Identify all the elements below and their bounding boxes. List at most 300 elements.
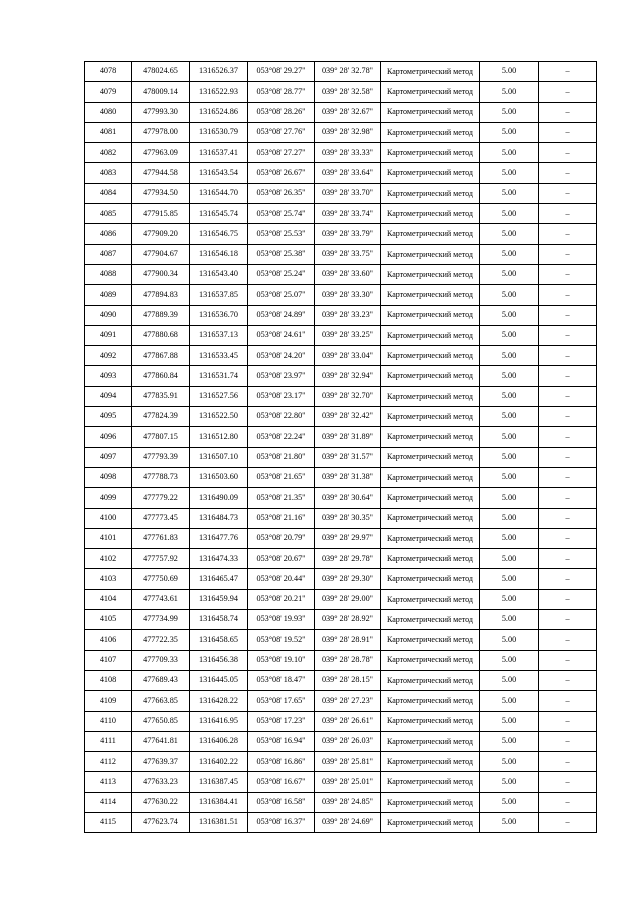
y-coordinate-cell: 1316524.86 [190,102,248,122]
latitude-cell: 053°08' 17.23" [248,711,315,731]
point-number-cell: 4100 [85,508,132,528]
point-number-cell: 4081 [85,122,132,142]
x-coordinate-cell: 477894.83 [132,285,190,305]
longitude-cell: 039° 28' 33.04" [315,346,381,366]
latitude-cell: 053°08' 23.17" [248,386,315,406]
latitude-cell: 053°08' 27.27" [248,143,315,163]
method-cell: Картометрический метод [381,386,480,406]
point-number-cell: 4084 [85,183,132,203]
accuracy-cell: 5.00 [480,122,539,142]
method-cell: Картометрический метод [381,82,480,102]
longitude-cell: 039° 28' 32.67" [315,102,381,122]
note-cell: – [539,143,597,163]
note-cell: – [539,163,597,183]
x-coordinate-cell: 477889.39 [132,305,190,325]
table-row [85,264,597,284]
point-number-cell: 4089 [85,285,132,305]
longitude-cell: 039° 28' 24.85" [315,792,381,812]
accuracy-cell: 5.00 [480,407,539,427]
y-coordinate-cell: 1316402.22 [190,752,248,772]
latitude-cell: 053°08' 16.37" [248,812,315,832]
accuracy-cell: 5.00 [480,691,539,711]
y-coordinate-cell: 1316537.41 [190,143,248,163]
note-cell: – [539,508,597,528]
latitude-cell: 053°08' 21.35" [248,488,315,508]
accuracy-cell: 5.00 [480,569,539,589]
longitude-cell: 039° 28' 33.33" [315,143,381,163]
x-coordinate-cell: 477909.20 [132,224,190,244]
x-coordinate-cell: 477641.81 [132,731,190,751]
y-coordinate-cell: 1316381.51 [190,812,248,832]
table-row [85,447,597,467]
accuracy-cell: 5.00 [480,244,539,264]
point-number-cell: 4079 [85,82,132,102]
x-coordinate-cell: 477944.58 [132,163,190,183]
longitude-cell: 039° 28' 25.81" [315,752,381,772]
table-row [85,163,597,183]
accuracy-cell: 5.00 [480,305,539,325]
note-cell: – [539,102,597,122]
method-cell: Картометрический метод [381,325,480,345]
table-row [85,488,597,508]
x-coordinate-cell: 477630.22 [132,792,190,812]
note-cell: – [539,264,597,284]
latitude-cell: 053°08' 17.65" [248,691,315,711]
longitude-cell: 039° 28' 29.78" [315,549,381,569]
accuracy-cell: 5.00 [480,427,539,447]
table-row [85,366,597,386]
table-body [85,62,597,833]
method-cell: Картометрический метод [381,731,480,751]
y-coordinate-cell: 1316456.38 [190,650,248,670]
longitude-cell: 039° 28' 33.60" [315,264,381,284]
latitude-cell: 053°08' 22.80" [248,407,315,427]
note-cell: – [539,62,597,82]
latitude-cell: 053°08' 21.65" [248,467,315,487]
longitude-cell: 039° 28' 33.25" [315,325,381,345]
point-number-cell: 4086 [85,224,132,244]
note-cell: – [539,630,597,650]
y-coordinate-cell: 1316546.18 [190,244,248,264]
x-coordinate-cell: 477860.84 [132,366,190,386]
x-coordinate-cell: 477750.69 [132,569,190,589]
y-coordinate-cell: 1316543.54 [190,163,248,183]
latitude-cell: 053°08' 20.21" [248,589,315,609]
point-number-cell: 4098 [85,467,132,487]
y-coordinate-cell: 1316522.50 [190,407,248,427]
accuracy-cell: 5.00 [480,508,539,528]
y-coordinate-cell: 1316544.70 [190,183,248,203]
note-cell: – [539,528,597,548]
method-cell: Картометрический метод [381,366,480,386]
longitude-cell: 039° 28' 32.58" [315,82,381,102]
latitude-cell: 053°08' 20.44" [248,569,315,589]
accuracy-cell: 5.00 [480,285,539,305]
y-coordinate-cell: 1316387.45 [190,772,248,792]
point-number-cell: 4087 [85,244,132,264]
x-coordinate-cell: 477709.33 [132,650,190,670]
latitude-cell: 053°08' 26.35" [248,183,315,203]
accuracy-cell: 5.00 [480,386,539,406]
accuracy-cell: 5.00 [480,143,539,163]
longitude-cell: 039° 28' 28.78" [315,650,381,670]
accuracy-cell: 5.00 [480,346,539,366]
accuracy-cell: 5.00 [480,589,539,609]
table-row [85,143,597,163]
point-number-cell: 4095 [85,407,132,427]
method-cell: Картометрический метод [381,224,480,244]
latitude-cell: 053°08' 25.07" [248,285,315,305]
accuracy-cell: 5.00 [480,447,539,467]
longitude-cell: 039° 28' 28.91" [315,630,381,650]
y-coordinate-cell: 1316474.33 [190,549,248,569]
y-coordinate-cell: 1316384.41 [190,792,248,812]
method-cell: Картометрический метод [381,183,480,203]
note-cell: – [539,812,597,832]
method-cell: Картометрический метод [381,427,480,447]
note-cell: – [539,589,597,609]
longitude-cell: 039° 28' 31.57" [315,447,381,467]
y-coordinate-cell: 1316530.79 [190,122,248,142]
longitude-cell: 039° 28' 32.78" [315,62,381,82]
table-row [85,224,597,244]
point-number-cell: 4088 [85,264,132,284]
x-coordinate-cell: 477835.91 [132,386,190,406]
table-row [85,122,597,142]
x-coordinate-cell: 477963.09 [132,143,190,163]
note-cell: – [539,204,597,224]
point-number-cell: 4111 [85,731,132,751]
table-row [85,508,597,528]
point-number-cell: 4082 [85,143,132,163]
latitude-cell: 053°08' 25.24" [248,264,315,284]
accuracy-cell: 5.00 [480,610,539,630]
method-cell: Картометрический метод [381,711,480,731]
method-cell: Картометрический метод [381,467,480,487]
y-coordinate-cell: 1316522.93 [190,82,248,102]
point-number-cell: 4097 [85,447,132,467]
table-row [85,346,597,366]
x-coordinate-cell: 477880.68 [132,325,190,345]
point-number-cell: 4083 [85,163,132,183]
longitude-cell: 039° 28' 32.42" [315,407,381,427]
latitude-cell: 053°08' 21.16" [248,508,315,528]
method-cell: Картометрический метод [381,305,480,325]
table-row [85,812,597,832]
y-coordinate-cell: 1316537.85 [190,285,248,305]
latitude-cell: 053°08' 16.58" [248,792,315,812]
x-coordinate-cell: 477993.30 [132,102,190,122]
method-cell: Картометрический метод [381,549,480,569]
table-row [85,610,597,630]
table-row [85,305,597,325]
note-cell: – [539,386,597,406]
y-coordinate-cell: 1316484.73 [190,508,248,528]
table-row [85,792,597,812]
y-coordinate-cell: 1316406.28 [190,731,248,751]
longitude-cell: 039° 28' 27.23" [315,691,381,711]
latitude-cell: 053°08' 28.77" [248,82,315,102]
latitude-cell: 053°08' 19.93" [248,610,315,630]
method-cell: Картометрический метод [381,630,480,650]
table-row [85,386,597,406]
point-number-cell: 4109 [85,691,132,711]
method-cell: Картометрический метод [381,204,480,224]
point-number-cell: 4105 [85,610,132,630]
longitude-cell: 039° 28' 29.97" [315,528,381,548]
y-coordinate-cell: 1316477.76 [190,528,248,548]
point-number-cell: 4104 [85,589,132,609]
y-coordinate-cell: 1316416.95 [190,711,248,731]
point-number-cell: 4107 [85,650,132,670]
table-row [85,650,597,670]
accuracy-cell: 5.00 [480,62,539,82]
note-cell: – [539,224,597,244]
method-cell: Картометрический метод [381,772,480,792]
latitude-cell: 053°08' 25.74" [248,204,315,224]
table-row [85,285,597,305]
method-cell: Картометрический метод [381,569,480,589]
note-cell: – [539,792,597,812]
method-cell: Картометрический метод [381,792,480,812]
table-row [85,630,597,650]
point-number-cell: 4112 [85,752,132,772]
longitude-cell: 039° 28' 26.03" [315,731,381,751]
latitude-cell: 053°08' 28.26" [248,102,315,122]
x-coordinate-cell: 477734.99 [132,610,190,630]
method-cell: Картометрический метод [381,122,480,142]
longitude-cell: 039° 28' 31.38" [315,467,381,487]
method-cell: Картометрический метод [381,143,480,163]
x-coordinate-cell: 477900.34 [132,264,190,284]
accuracy-cell: 5.00 [480,366,539,386]
accuracy-cell: 5.00 [480,82,539,102]
x-coordinate-cell: 477757.92 [132,549,190,569]
accuracy-cell: 5.00 [480,752,539,772]
accuracy-cell: 5.00 [480,183,539,203]
longitude-cell: 039° 28' 31.89" [315,427,381,447]
point-number-cell: 4102 [85,549,132,569]
accuracy-cell: 5.00 [480,792,539,812]
table-row [85,325,597,345]
x-coordinate-cell: 477779.22 [132,488,190,508]
latitude-cell: 053°08' 20.67" [248,549,315,569]
longitude-cell: 039° 28' 25.01" [315,772,381,792]
x-coordinate-cell: 477623.74 [132,812,190,832]
point-number-cell: 4091 [85,325,132,345]
y-coordinate-cell: 1316428.22 [190,691,248,711]
note-cell: – [539,244,597,264]
x-coordinate-cell: 477978.00 [132,122,190,142]
method-cell: Картометрический метод [381,244,480,264]
note-cell: – [539,285,597,305]
note-cell: – [539,447,597,467]
note-cell: – [539,488,597,508]
y-coordinate-cell: 1316546.75 [190,224,248,244]
method-cell: Картометрический метод [381,102,480,122]
latitude-cell: 053°08' 19.10" [248,650,315,670]
x-coordinate-cell: 477788.73 [132,467,190,487]
accuracy-cell: 5.00 [480,204,539,224]
method-cell: Картометрический метод [381,62,480,82]
note-cell: – [539,731,597,751]
latitude-cell: 053°08' 24.20" [248,346,315,366]
point-number-cell: 4114 [85,792,132,812]
note-cell: – [539,82,597,102]
accuracy-cell: 5.00 [480,772,539,792]
longitude-cell: 039° 28' 33.79" [315,224,381,244]
longitude-cell: 039° 28' 24.69" [315,812,381,832]
method-cell: Картометрический метод [381,610,480,630]
table-row [85,569,597,589]
method-cell: Картометрический метод [381,163,480,183]
accuracy-cell: 5.00 [480,549,539,569]
table-row [85,102,597,122]
table-row [85,528,597,548]
y-coordinate-cell: 1316458.74 [190,610,248,630]
latitude-cell: 053°08' 16.94" [248,731,315,751]
accuracy-cell: 5.00 [480,711,539,731]
point-number-cell: 4106 [85,630,132,650]
method-cell: Картометрический метод [381,650,480,670]
note-cell: – [539,670,597,690]
longitude-cell: 039° 28' 30.35" [315,508,381,528]
longitude-cell: 039° 28' 28.92" [315,610,381,630]
point-number-cell: 4101 [85,528,132,548]
accuracy-cell: 5.00 [480,812,539,832]
latitude-cell: 053°08' 16.86" [248,752,315,772]
longitude-cell: 039° 28' 30.64" [315,488,381,508]
note-cell: – [539,610,597,630]
longitude-cell: 039° 28' 29.30" [315,569,381,589]
x-coordinate-cell: 477824.39 [132,407,190,427]
note-cell: – [539,691,597,711]
longitude-cell: 039° 28' 33.64" [315,163,381,183]
y-coordinate-cell: 1316527.56 [190,386,248,406]
longitude-cell: 039° 28' 33.75" [315,244,381,264]
accuracy-cell: 5.00 [480,731,539,751]
note-cell: – [539,467,597,487]
accuracy-cell: 5.00 [480,224,539,244]
y-coordinate-cell: 1316507.10 [190,447,248,467]
y-coordinate-cell: 1316445.05 [190,670,248,690]
accuracy-cell: 5.00 [480,650,539,670]
accuracy-cell: 5.00 [480,325,539,345]
y-coordinate-cell: 1316531.74 [190,366,248,386]
y-coordinate-cell: 1316533.45 [190,346,248,366]
longitude-cell: 039° 28' 33.70" [315,183,381,203]
note-cell: – [539,183,597,203]
x-coordinate-cell: 478024.65 [132,62,190,82]
latitude-cell: 053°08' 20.79" [248,528,315,548]
longitude-cell: 039° 28' 32.94" [315,366,381,386]
latitude-cell: 053°08' 18.47" [248,670,315,690]
table-row [85,407,597,427]
x-coordinate-cell: 477807.15 [132,427,190,447]
point-number-cell: 4090 [85,305,132,325]
note-cell: – [539,366,597,386]
latitude-cell: 053°08' 23.97" [248,366,315,386]
method-cell: Картометрический метод [381,589,480,609]
accuracy-cell: 5.00 [480,163,539,183]
x-coordinate-cell: 477663.85 [132,691,190,711]
method-cell: Картометрический метод [381,752,480,772]
latitude-cell: 053°08' 25.38" [248,244,315,264]
x-coordinate-cell: 477904.67 [132,244,190,264]
y-coordinate-cell: 1316459.94 [190,589,248,609]
latitude-cell: 053°08' 25.53" [248,224,315,244]
method-cell: Картометрический метод [381,488,480,508]
x-coordinate-cell: 477650.85 [132,711,190,731]
latitude-cell: 053°08' 19.52" [248,630,315,650]
table-row [85,549,597,569]
latitude-cell: 053°08' 27.76" [248,122,315,142]
table-row [85,427,597,447]
accuracy-cell: 5.00 [480,528,539,548]
table-row [85,691,597,711]
longitude-cell: 039° 28' 33.74" [315,204,381,224]
point-number-cell: 4108 [85,670,132,690]
x-coordinate-cell: 477743.61 [132,589,190,609]
method-cell: Картометрический метод [381,285,480,305]
method-cell: Картометрический метод [381,528,480,548]
point-number-cell: 4096 [85,427,132,447]
method-cell: Картометрический метод [381,812,480,832]
point-number-cell: 4099 [85,488,132,508]
x-coordinate-cell: 477633.23 [132,772,190,792]
y-coordinate-cell: 1316537.13 [190,325,248,345]
x-coordinate-cell: 477761.83 [132,528,190,548]
x-coordinate-cell: 477722.35 [132,630,190,650]
longitude-cell: 039° 28' 26.61" [315,711,381,731]
latitude-cell: 053°08' 24.89" [248,305,315,325]
note-cell: – [539,711,597,731]
y-coordinate-cell: 1316526.37 [190,62,248,82]
accuracy-cell: 5.00 [480,264,539,284]
latitude-cell: 053°08' 22.24" [248,427,315,447]
table-row [85,731,597,751]
y-coordinate-cell: 1316512.80 [190,427,248,447]
latitude-cell: 053°08' 21.80" [248,447,315,467]
longitude-cell: 039° 28' 29.00" [315,589,381,609]
y-coordinate-cell: 1316503.60 [190,467,248,487]
accuracy-cell: 5.00 [480,102,539,122]
method-cell: Картометрический метод [381,447,480,467]
x-coordinate-cell: 477915.85 [132,204,190,224]
method-cell: Картометрический метод [381,346,480,366]
accuracy-cell: 5.00 [480,467,539,487]
accuracy-cell: 5.00 [480,488,539,508]
note-cell: – [539,772,597,792]
table-row [85,711,597,731]
point-number-cell: 4093 [85,366,132,386]
x-coordinate-cell: 477773.45 [132,508,190,528]
latitude-cell: 053°08' 26.67" [248,163,315,183]
table-row [85,752,597,772]
method-cell: Картометрический метод [381,407,480,427]
coordinates-table [84,61,597,833]
method-cell: Картометрический метод [381,264,480,284]
note-cell: – [539,407,597,427]
table-row [85,82,597,102]
note-cell: – [539,346,597,366]
note-cell: – [539,305,597,325]
y-coordinate-cell: 1316465.47 [190,569,248,589]
point-number-cell: 4080 [85,102,132,122]
method-cell: Картометрический метод [381,691,480,711]
note-cell: – [539,549,597,569]
x-coordinate-cell: 477867.88 [132,346,190,366]
